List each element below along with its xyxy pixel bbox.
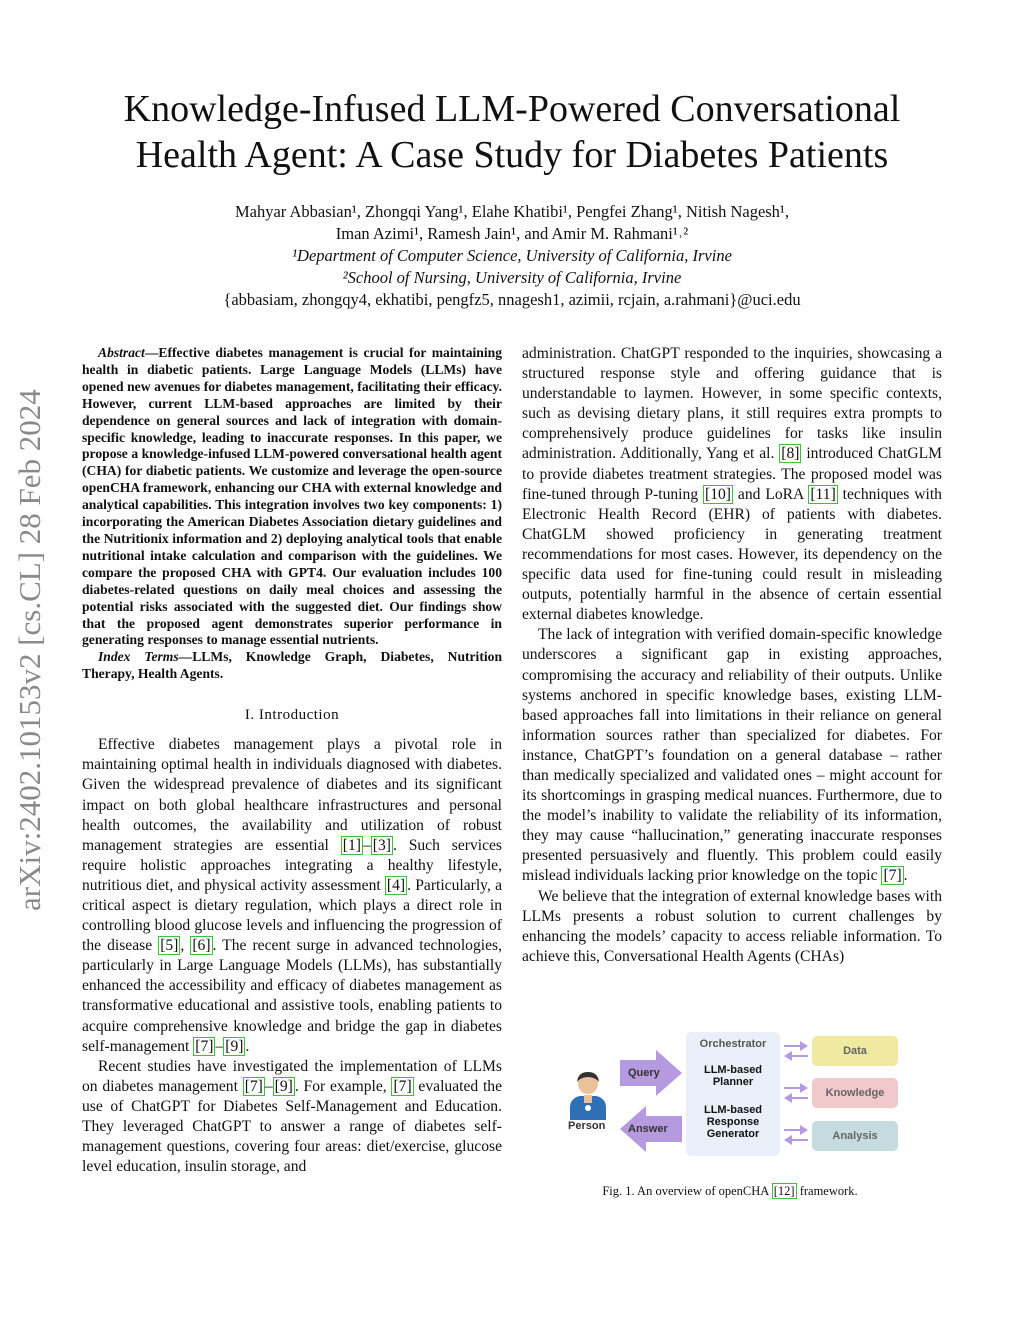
intro-text: evaluated the use of ChatGPT for Diabetes Self-Management and Education. They leveraged ChatGPT to answer a range of diabetes self-management questions, covering four areas: diet/exercise, glucose level education, insulin storage, and xyxy=(82,1077,502,1176)
author-block xyxy=(120,201,904,311)
citation-link[interactable]: [12] xyxy=(773,1184,795,1198)
separator: , xyxy=(180,937,191,955)
citation-link[interactable]: [7] xyxy=(244,1077,263,1095)
citation-link[interactable]: [11] xyxy=(810,485,836,503)
citation-link[interactable]: [6] xyxy=(192,937,211,955)
intro-text: . Particularly, a critical aspect is dietary regulation, which plays a direct role in controlling blood glucose levels and influencing the progression of the disease xyxy=(82,876,502,955)
analysis-link-arrows xyxy=(784,1124,808,1146)
planner-label: LLM-based Planner xyxy=(703,1064,763,1088)
intro-text: . For example, xyxy=(294,1077,392,1095)
citation-link[interactable]: [10] xyxy=(705,485,731,503)
dash: – xyxy=(362,836,371,854)
figure-caption xyxy=(520,1184,940,1199)
citation-link[interactable]: [7] xyxy=(883,867,902,885)
author-emails: {abbasiam, zhongqy4, ekhatibi, pengfz5, nnagesh1, azimii, rcjain, a.rahmani}@uci.edu xyxy=(223,290,801,309)
citation-link[interactable]: [9] xyxy=(274,1077,293,1095)
data-box: Data xyxy=(812,1036,898,1066)
affiliation-1: ¹Department of Computer Science, University of California, Irvine xyxy=(292,246,732,265)
person-icon xyxy=(566,1068,610,1120)
response-generator-label: LLM-based Response Generator xyxy=(703,1104,763,1140)
caption-text: Fig. 1. An overview of openCHA xyxy=(602,1184,772,1198)
left-column xyxy=(82,345,502,1177)
body-text: techniques with Electronic Health Record (EHR) of patients with diabetes. ChatGLM showed proficiency in generating treatment recommendations for most cases. However, its dependency on the specific data used for fine-tuning could result in misleading outputs, potentially harmful in the absence of certain essential external diabetes knowledge. xyxy=(522,485,942,624)
right-paragraph-3: We believe that the integration of external knowledge bases with LLMs presents a robust solution to current challenges by enhancing the models’ capacity to access reliable information. To achieve this, Conversational Health Agents (CHAs) xyxy=(522,887,942,965)
index-terms-label: Index Terms xyxy=(98,649,179,665)
section-heading-introduction: I. Introduction xyxy=(244,707,340,724)
arxiv-identifier: arXiv:2402.10153v2 [cs.CL] 28 Feb 2024 xyxy=(12,389,47,911)
index-terms xyxy=(82,649,502,683)
caption-text: framework. xyxy=(796,1184,858,1198)
authors-line-2: Iman Azimi¹, Ramesh Jain¹, and Amir M. Rahmani¹˒² xyxy=(335,224,689,243)
knowledge-link-arrows xyxy=(784,1082,808,1104)
citation-link[interactable]: [9] xyxy=(225,1037,244,1055)
right-paragraph-2 xyxy=(522,625,942,886)
figure-opencha-overview xyxy=(562,1030,912,1165)
abstract xyxy=(82,345,502,649)
citation-link[interactable]: [3] xyxy=(372,836,391,854)
intro-paragraph-2 xyxy=(82,1057,502,1178)
citation-link[interactable]: [8] xyxy=(781,445,800,463)
query-label: Query xyxy=(628,1067,660,1079)
affiliation-2: ²School of Nursing, University of California, Irvine xyxy=(342,268,682,287)
intro-text: . Such services require holistic approaches integrating a healthy lifestyle, nutritious diet, and physical activity assessment xyxy=(82,836,502,894)
citation-link[interactable]: [7] xyxy=(195,1037,214,1055)
analysis-box: Analysis xyxy=(812,1121,898,1151)
paper-title: Knowledge-Infused LLM-Powered Conversational Health Agent: A Case Study for Diabetes Patients xyxy=(123,88,901,176)
authors-line-1: Mahyar Abbasian¹, Zhongqi Yang¹, Elahe Khatibi¹, Pengfei Zhang¹, Nitish Nagesh¹, xyxy=(234,202,790,221)
abstract-label: Abstract xyxy=(98,345,145,360)
dash: – xyxy=(264,1077,273,1095)
period: . xyxy=(245,1037,250,1055)
period: . xyxy=(903,867,908,885)
intro-text: Effective diabetes management plays a pivotal role in maintaining optimal health in individuals diagnosed with diabetes. Given the widespread prevalence of diabetes and its significant impact on both global healthcare infrastructures and personal health outcomes, the availability and utilization of robust management strategies are essential xyxy=(82,736,502,854)
person-label: Person xyxy=(568,1120,606,1132)
citation-link[interactable]: [1] xyxy=(342,836,361,854)
citation-link[interactable]: [4] xyxy=(386,876,406,894)
body-text: administration. ChatGPT responded to the inquiries, showcasing a structured response style and offering guidance that is understandable to laymen. However, in some specific contexts, such as devising dietary plans, it still requires extra prompts to comprehensively produce guidelines for tasks like insulin administration. Additionally, Yang et al. xyxy=(522,345,942,463)
orchestrator-box xyxy=(686,1032,780,1156)
index-terms-text: —LLMs, Knowledge Graph, Diabetes, Nutrition Therapy, Health Agents. xyxy=(82,649,502,682)
orchestrator-label: Orchestrator xyxy=(699,1038,767,1050)
intro-text: . The recent surge in advanced technologies, particularly in Large Language Models (LLMs), has substantially enhanced the accessibility and efficacy of diabetes management as transformative educational and assistive tools, enabling patients to acquire comprehensive knowledge and bridge the gap in diabetes self-management xyxy=(82,937,502,1055)
body-text: The lack of integration with verified domain-specific knowledge underscores a significant gap in existing approaches, compromising the accuracy and reliability of their outputs. Unlike systems anchored in specific knowledge bases, existing LLM-based approaches fall into limitations in their reliance on general information sources rather than specialized for diabetes. For instance, ChatGPT’s foundation on a general database – rather than medically specialized and validated ones – might account for its shortcomings in grasping medical nuances. Furthermore, due to the model’s inability to validate the reliability of its information, they may cause “hallucination,” generating inaccurate responses presented persuasively and fluently. This problem could easily mislead individuals lacking prior knowledge on the topic xyxy=(522,626,942,885)
abstract-text: —Effective diabetes management is crucial for maintaining health in diabetic patients. Large Language Models (LLMs) have opened new avenues for diabetes management, facilitating their efficacy. However, current LLM-based approaches are limited by their dependence on general sources and lack of integration with domain-specific knowledge, leading to inaccurate responses. In this paper, we propose a knowledge-infused LLM-powered conversational health agent (CHA) for diabetic patients. We customize and leverage the open-source openCHA framework, enhancing our CHA with external knowledge and analytical capabilities. This integration involves two key components: 1) incorporating the American Diabetes Association dietary guidelines and the Nutritionix information and 2) deploying analytical tools that enable nutritional intake calculation and comparison with the guidelines. We compare the proposed CHA with GPT4. Our evaluation includes 100 diabetes-related questions on daily meal choices and assessing the potential risks associated with the suggested diet. Our findings show that the proposed agent demonstrates superior performance in generating responses to manage essential nutrients. xyxy=(82,345,502,648)
right-paragraph-1 xyxy=(522,344,942,625)
intro-paragraph-1 xyxy=(82,735,502,1057)
knowledge-box: Knowledge xyxy=(812,1078,898,1108)
data-link-arrows xyxy=(784,1040,808,1062)
body-text: introduced ChatGLM to provide diabetes treatment strategies. The proposed model was fine-tuned through P-tuning xyxy=(522,445,942,503)
citation-link[interactable]: [5] xyxy=(160,937,179,955)
dash: – xyxy=(215,1037,224,1055)
answer-label: Answer xyxy=(628,1123,668,1135)
citation-link[interactable]: [7] xyxy=(393,1077,412,1095)
body-text: and LoRA xyxy=(733,485,809,503)
intro-text: Recent studies have investigated the implementation of LLMs on diabetes management xyxy=(82,1057,502,1095)
right-column xyxy=(522,344,942,967)
